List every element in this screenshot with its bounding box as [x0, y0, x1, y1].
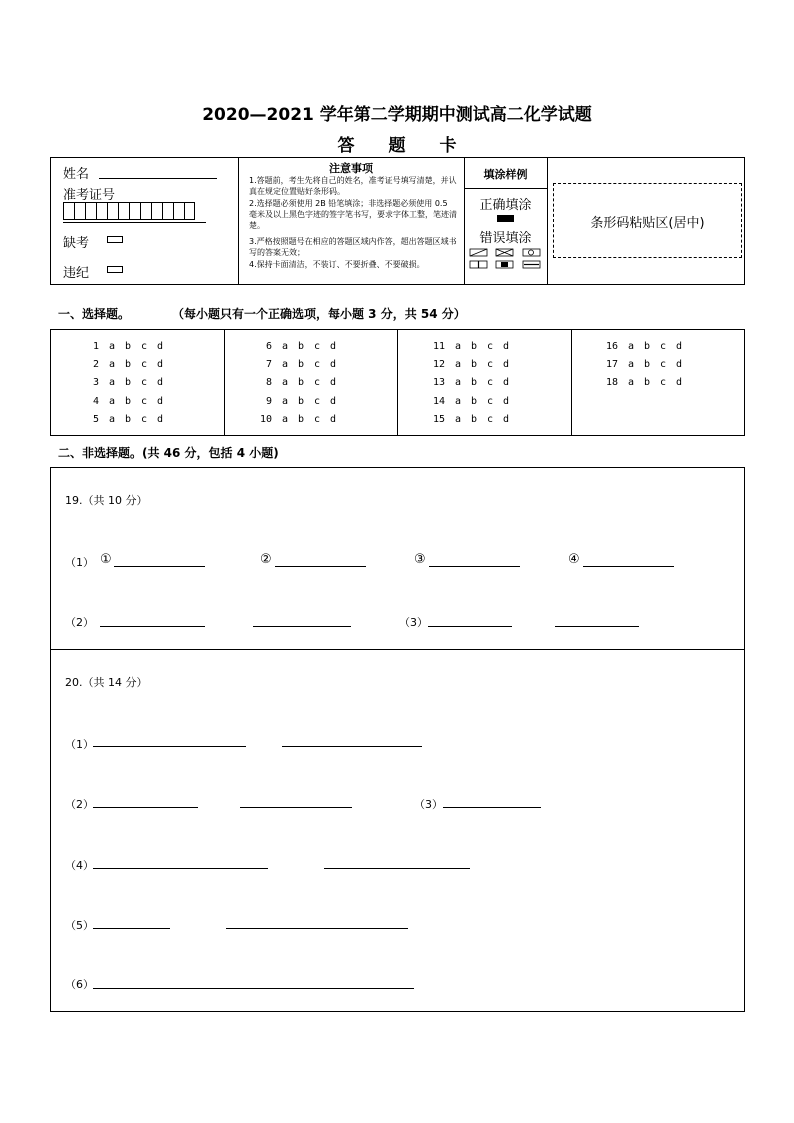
option-a[interactable]: a [282, 377, 289, 388]
question-number: 9 [265, 396, 272, 407]
option-a[interactable]: a [109, 396, 116, 407]
choice-table [50, 329, 745, 436]
q20-blank10[interactable] [93, 978, 414, 989]
option-b[interactable]: b [298, 341, 305, 352]
question-number: 13 [432, 377, 445, 388]
question-row [592, 377, 692, 388]
question-number: 1 [92, 341, 99, 352]
question-row [73, 414, 173, 425]
absent-label: 缺考 [63, 236, 90, 251]
name-field[interactable] [99, 178, 217, 179]
question-number: 7 [265, 359, 272, 370]
wrong-fill-marks [469, 247, 543, 271]
q19-part3-label: （3） [399, 616, 428, 629]
option-b[interactable]: b [471, 396, 478, 407]
correct-fill-label: 正确填涂 [479, 198, 532, 213]
question-number: 4 [92, 396, 99, 407]
name-label: 姓名 [63, 167, 90, 182]
question-number: 10 [259, 414, 272, 425]
exam-no-label: 准考证号 [63, 188, 116, 203]
option-b[interactable]: b [125, 377, 132, 388]
notice-item-4: 4.保持卡面清洁，不装订、不要折叠、不要破损。 [249, 260, 425, 269]
q19-blank1-marker: ① [100, 552, 112, 567]
option-b[interactable]: b [471, 341, 478, 352]
q19-blank5[interactable] [100, 616, 205, 627]
violation-label: 违纪 [63, 266, 90, 281]
question-row [246, 414, 346, 425]
page-title: 2020—2021 学年第二学期期中测试高二化学试题 [202, 105, 592, 125]
question-number: 3 [92, 377, 99, 388]
q19-blank8[interactable] [555, 616, 639, 627]
option-c[interactable]: c [487, 396, 494, 407]
question-row [73, 359, 173, 370]
notice-item-3: 3.严格按照题号在相应的答题区域内作答，超出答题区域书写的答案无效； [249, 237, 457, 257]
q20-title: 20.（共 14 分） [65, 676, 148, 689]
option-b[interactable]: b [125, 341, 132, 352]
q20-box [50, 649, 745, 1012]
question-row [592, 359, 692, 370]
page-subtitle: 答 题 卡 [337, 136, 457, 156]
q19-blank2[interactable] [275, 556, 366, 567]
option-c[interactable]: c [314, 414, 321, 425]
question-number: 17 [605, 359, 618, 370]
question-number: 16 [605, 341, 618, 352]
option-a[interactable]: a [455, 341, 462, 352]
option-c[interactable]: c [141, 359, 148, 370]
q19-part1-label: （1） [65, 556, 94, 569]
question-row [246, 341, 346, 352]
question-row [246, 377, 346, 388]
option-d[interactable]: d [676, 341, 683, 352]
option-a[interactable]: a [455, 414, 462, 425]
option-d[interactable]: d [157, 359, 164, 370]
option-c[interactable]: c [487, 414, 494, 425]
q20-part4-label: （4） [65, 859, 94, 872]
option-d[interactable]: d [157, 414, 164, 425]
option-d[interactable]: d [503, 414, 510, 425]
question-row [419, 359, 519, 370]
option-a[interactable]: a [282, 359, 289, 370]
q20-part3-label: （3） [414, 798, 443, 811]
option-d[interactable]: d [503, 341, 510, 352]
option-b[interactable]: b [298, 396, 305, 407]
q19-box [50, 467, 745, 650]
q19-part2-label: （2） [65, 616, 94, 629]
option-b[interactable]: b [298, 359, 305, 370]
q19-title: 19.（共 10 分） [65, 494, 148, 507]
q20-part1-label: （1） [65, 738, 94, 751]
option-c[interactable]: c [141, 341, 148, 352]
violation-checkbox[interactable] [107, 266, 123, 273]
q19-blank4[interactable] [583, 556, 674, 567]
option-b[interactable]: b [644, 341, 651, 352]
q19-blank7[interactable] [428, 616, 512, 627]
q20-part5-label: （5） [65, 919, 94, 932]
q20-blank2[interactable] [282, 736, 422, 747]
option-d[interactable]: d [157, 396, 164, 407]
question-row [592, 341, 692, 352]
option-d[interactable]: d [157, 341, 164, 352]
option-a[interactable]: a [109, 377, 116, 388]
wrong-fill-label: 错误填涂 [479, 231, 532, 246]
question-row [73, 396, 173, 407]
option-d[interactable]: d [503, 396, 510, 407]
question-row [419, 341, 519, 352]
option-b[interactable]: b [471, 377, 478, 388]
option-c[interactable]: c [141, 396, 148, 407]
q20-part6-label: （6） [65, 978, 94, 991]
q19-blank3[interactable] [429, 556, 520, 567]
q19-blank1[interactable] [114, 556, 205, 567]
section1-heading: 一、选择题。 [58, 307, 131, 321]
question-row [246, 359, 346, 370]
q19-blank6[interactable] [253, 616, 351, 627]
option-a[interactable]: a [109, 341, 116, 352]
option-d[interactable]: d [157, 377, 164, 388]
option-d[interactable]: d [503, 359, 510, 370]
correct-fill-mark [497, 215, 514, 222]
absent-checkbox[interactable] [107, 236, 123, 243]
notice-item-1: 1.答题前，考生先将自己的姓名，准考证号填写清楚，并认真在规定位置贴好条形码。 [249, 176, 457, 196]
option-c[interactable]: c [487, 341, 494, 352]
question-row [419, 396, 519, 407]
option-c[interactable]: c [487, 377, 494, 388]
option-d[interactable]: d [330, 359, 337, 370]
option-c[interactable]: c [141, 377, 148, 388]
question-row [73, 377, 173, 388]
option-c[interactable]: c [314, 396, 321, 407]
option-b[interactable]: b [298, 377, 305, 388]
q19-blank3-marker: ③ [414, 552, 426, 567]
option-c[interactable]: c [487, 359, 494, 370]
option-c[interactable]: c [314, 341, 321, 352]
notice-item-2: 2.选择题必须使用 2B 铅笔填涂；非选择题必须使用 0.5 毫米及以上黑色字迹的签字笔书写，要求字体工整，笔迹清楚。 [249, 199, 457, 230]
option-a[interactable]: a [628, 359, 635, 370]
option-a[interactable]: a [455, 377, 462, 388]
question-row [419, 414, 519, 425]
barcode-area [553, 183, 742, 258]
q20-blank7[interactable] [324, 858, 470, 869]
option-a[interactable]: a [109, 414, 116, 425]
section1-note: （每小题只有一个正确选项，每小题 3 分，共 54 分） [172, 307, 466, 321]
question-number: 12 [432, 359, 445, 370]
option-d[interactable]: d [330, 341, 337, 352]
question-row [73, 341, 173, 352]
option-d[interactable]: d [330, 414, 337, 425]
header-info-table [50, 157, 745, 285]
option-b[interactable]: b [471, 359, 478, 370]
question-number: 15 [432, 414, 445, 425]
option-d[interactable]: d [676, 359, 683, 370]
barcode-label: 条形码粘贴区(居中) [590, 216, 705, 231]
q19-blank2-marker: ② [260, 552, 272, 567]
q20-blank5[interactable] [443, 797, 541, 808]
question-number: 14 [432, 396, 445, 407]
option-a[interactable]: a [109, 359, 116, 370]
option-b[interactable]: b [298, 414, 305, 425]
q19-blank4-marker: ④ [568, 552, 580, 567]
option-c[interactable]: c [660, 341, 667, 352]
option-c[interactable]: c [660, 377, 667, 388]
option-a[interactable]: a [282, 414, 289, 425]
option-a[interactable]: a [455, 359, 462, 370]
section2-heading: 二、非选择题。(共 46 分，包括 4 小题) [58, 446, 279, 460]
option-a[interactable]: a [628, 377, 635, 388]
option-b[interactable]: b [125, 396, 132, 407]
question-row [246, 396, 346, 407]
q20-blank4[interactable] [240, 797, 352, 808]
option-c[interactable]: c [314, 377, 321, 388]
notice-title: 注意事项 [329, 162, 373, 175]
q20-part2-label: （2） [65, 798, 94, 811]
question-number: 5 [92, 414, 99, 425]
option-c[interactable]: c [314, 359, 321, 370]
question-number: 8 [265, 377, 272, 388]
option-d[interactable]: d [676, 377, 683, 388]
question-number: 11 [432, 341, 445, 352]
option-d[interactable]: d [330, 377, 337, 388]
option-a[interactable]: a [628, 341, 635, 352]
q20-blank9[interactable] [226, 918, 408, 929]
question-number: 2 [92, 359, 99, 370]
q20-blank3[interactable] [93, 797, 198, 808]
option-c[interactable]: c [141, 414, 148, 425]
option-b[interactable]: b [125, 359, 132, 370]
option-a[interactable]: a [282, 396, 289, 407]
option-b[interactable]: b [644, 377, 651, 388]
question-number: 18 [605, 377, 618, 388]
question-number: 6 [265, 341, 272, 352]
q20-blank6[interactable] [93, 858, 268, 869]
option-a[interactable]: a [455, 396, 462, 407]
option-d[interactable]: d [330, 396, 337, 407]
option-b[interactable]: b [471, 414, 478, 425]
option-b[interactable]: b [644, 359, 651, 370]
exam-no-boxes[interactable] [63, 202, 195, 220]
q20-blank8[interactable] [93, 918, 170, 929]
question-row [419, 377, 519, 388]
option-d[interactable]: d [503, 377, 510, 388]
option-b[interactable]: b [125, 414, 132, 425]
q20-blank1[interactable] [93, 736, 246, 747]
option-a[interactable]: a [282, 341, 289, 352]
fill-example-title: 填涂样例 [483, 168, 528, 181]
option-c[interactable]: c [660, 359, 667, 370]
